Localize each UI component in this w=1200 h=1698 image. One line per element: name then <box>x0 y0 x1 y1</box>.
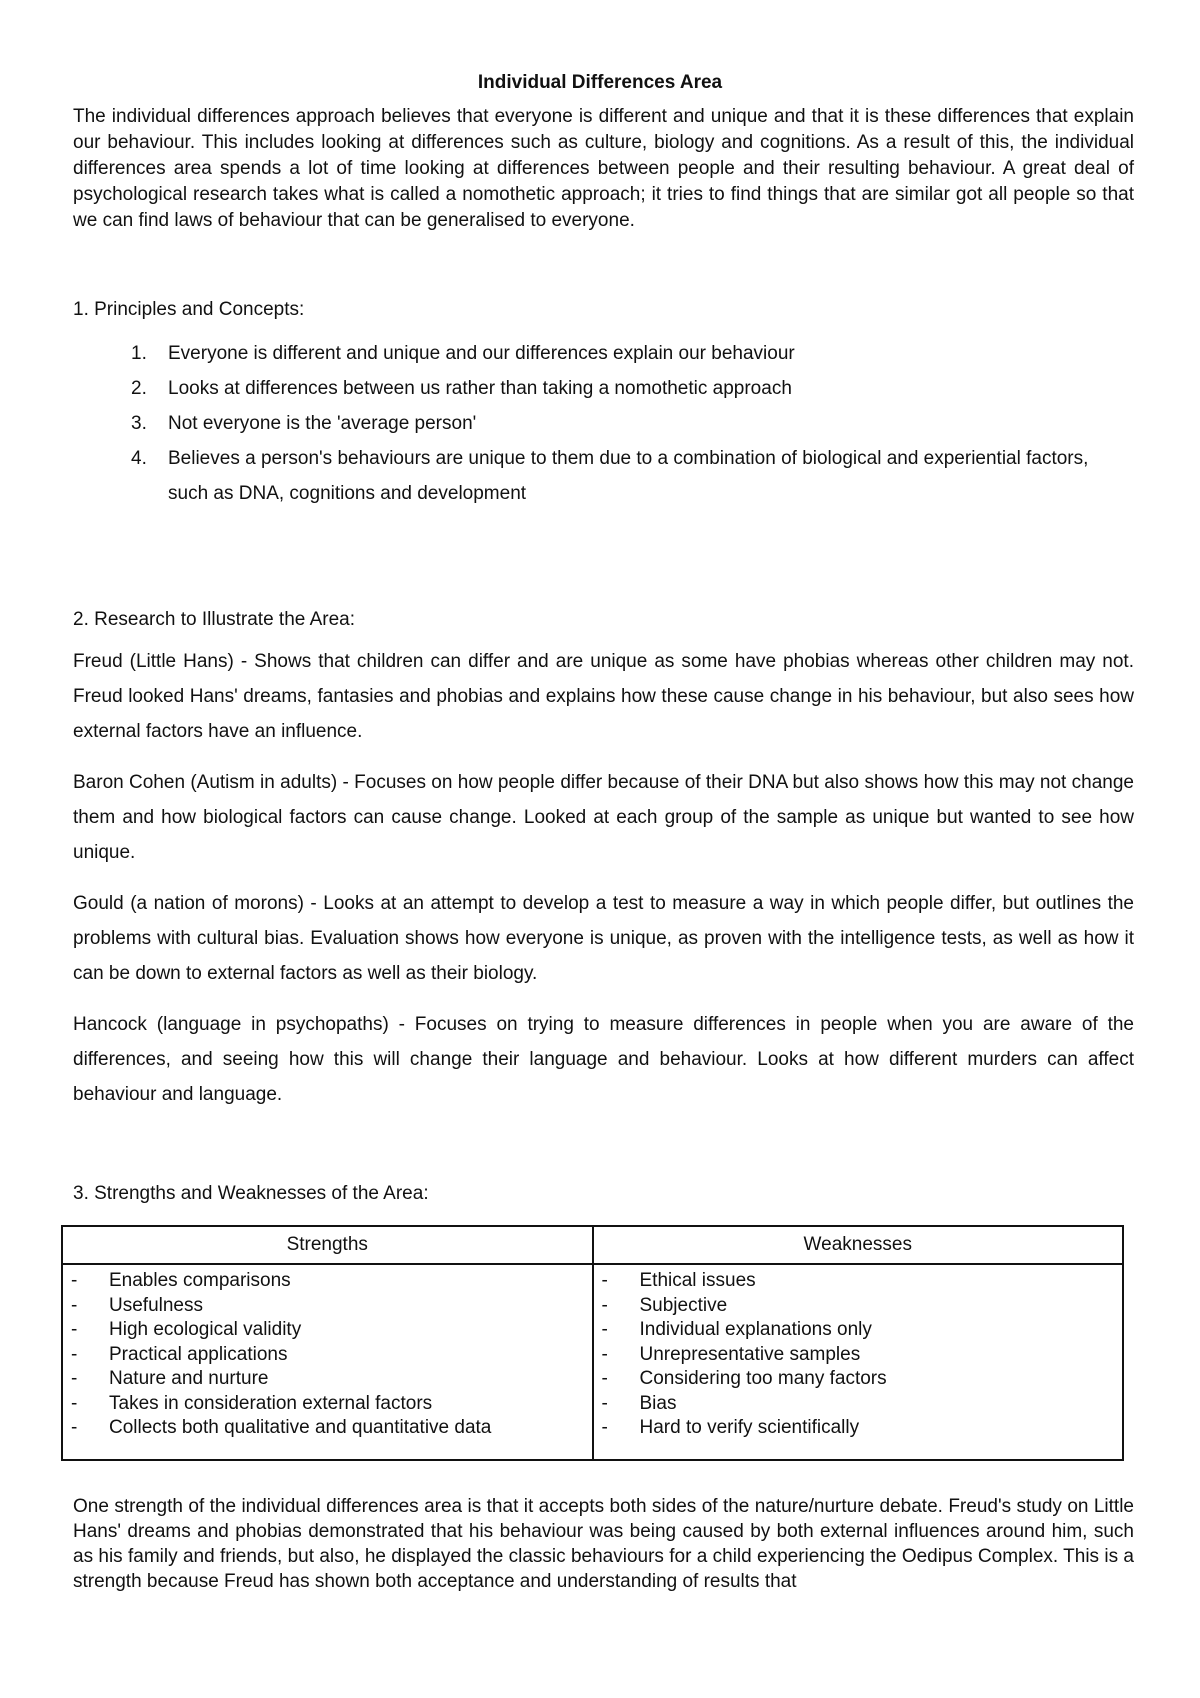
principles-list <box>73 336 1134 511</box>
list-item <box>73 406 1134 441</box>
weakness-item: - Subjective <box>602 1294 1123 1319</box>
dash: - <box>71 1294 78 1316</box>
research-paragraph-gould: Gould (a nation of morons) - Looks at an attempt to develop a test to measure a way in which people differ, but outlines the problems with cultural bias. Evaluation shows how everyone is unique, as proven with the intelligence tests, as well as how it can be down to external factors as well as their biology. <box>73 893 1134 984</box>
dash: - <box>601 1294 608 1316</box>
intro-paragraph: The individual differences approach believes that everyone is different and unique and that it is these differences that explain our behaviour. This includes looking at differences such as culture, biology and cognitions. As a result of this, the individual differences area spends a lot of time looking at differences between people and their resulting behaviour. A great deal of psychological research takes what is called a nomothetic approach; it tries to find things that are similar got all people so that we can find laws of behaviour that can be generalised to everyone. <box>73 106 1134 231</box>
strength-item: - High ecological validity <box>71 1318 592 1343</box>
list-item-text: Believes a person's behaviours are unique to them due to a combination of biological and experiential factors, <box>168 448 1089 469</box>
section-heading-strengths-weaknesses: 3. Strengths and Weaknesses of the Area: <box>73 1183 429 1204</box>
research-paragraph-baron-cohen: Baron Cohen (Autism in adults) - Focuses on how people differ because of their DNA but also shows how this may not change them and how biological factors can cause change. Looked at each group of the sample as unique but wanted to see how unique. <box>73 772 1134 863</box>
list-item <box>73 371 1134 406</box>
dash: - <box>71 1417 78 1438</box>
page-title: Individual Differences Area <box>477 72 723 93</box>
dash: - <box>71 1343 78 1365</box>
strengths-weaknesses-table <box>61 1225 1124 1461</box>
list-item-continuation: such as DNA, cognitions and development <box>168 483 527 504</box>
closing-paragraph: One strength of the individual differences area is that it accepts both sides of the nature/nurture debate. Freud's study on Little Hans' dreams and phobias demonstrated that his behaviour was being caused by both external influences around him, such as his family and friends, but also, he displayed the classic behaviours for a child experiencing the Oedipus Complex. This is a strength because Freud has shown both acceptance and understanding of results that <box>73 1496 1134 1592</box>
strength-item: - Usefulness <box>71 1294 592 1319</box>
research-paragraph-hancock: Hancock (language in psychopaths) - Focuses on trying to measure differences in people when you are aware of the differences, and seeing how this will change their language and behaviour. Looks at how different murders can affect behaviour and language. <box>73 1014 1134 1105</box>
list-item <box>73 336 1134 371</box>
list-item-text: Everyone is different and unique and our differences explain our behaviour <box>168 343 795 364</box>
dash: - <box>601 1417 608 1438</box>
list-number: 1. <box>131 343 147 364</box>
list-item-text: Not everyone is the 'average person' <box>168 413 477 434</box>
section-heading-research: 2. Research to Illustrate the Area: <box>73 609 355 630</box>
weakness-item: - Individual explanations only <box>602 1318 1123 1343</box>
strength-item: - Takes in consideration external factors <box>71 1392 592 1417</box>
strength-item: - Nature and nurture <box>71 1367 592 1392</box>
dash: - <box>601 1343 608 1365</box>
dash: - <box>71 1392 78 1414</box>
section-heading-principles: 1. Principles and Concepts: <box>73 299 305 320</box>
strengths-header: Strengths <box>62 1226 593 1264</box>
weakness-item: - Ethical issues <box>602 1269 1123 1294</box>
list-number: 3. <box>131 413 147 434</box>
dash: - <box>601 1368 608 1389</box>
weaknesses-header: Weaknesses <box>593 1226 1124 1264</box>
dash: - <box>601 1392 608 1414</box>
weaknesses-cell <box>593 1264 1124 1460</box>
weakness-item: - Bias <box>602 1392 1123 1417</box>
dash: - <box>601 1270 608 1291</box>
strength-item: - Enables comparisons <box>71 1269 592 1294</box>
weakness-item: - Unrepresentative samples <box>602 1343 1123 1368</box>
weakness-item: - Hard to verify scientifically <box>602 1416 1123 1441</box>
strengths-cell <box>62 1264 593 1460</box>
research-paragraph-freud: Freud (Little Hans) - Shows that children can differ and are unique as some have phobias whereas other children may not. Freud looked Hans' dreams, fantasies and phobias and explains how these cause change in his behaviour, but also sees how external factors have an influence. <box>73 651 1134 742</box>
strength-item: - Collects both qualitative and quantitative data <box>71 1416 592 1441</box>
dash: - <box>71 1270 78 1291</box>
list-number: 2. <box>131 378 147 399</box>
dash: - <box>71 1319 78 1340</box>
list-number: 4. <box>131 448 147 469</box>
weakness-item: - Considering too many factors <box>602 1367 1123 1392</box>
dash: - <box>71 1368 78 1389</box>
list-item <box>73 441 1134 511</box>
strength-item: - Practical applications <box>71 1343 592 1368</box>
dash: - <box>601 1319 608 1340</box>
list-item-text: Looks at differences between us rather than taking a nomothetic approach <box>168 378 792 399</box>
